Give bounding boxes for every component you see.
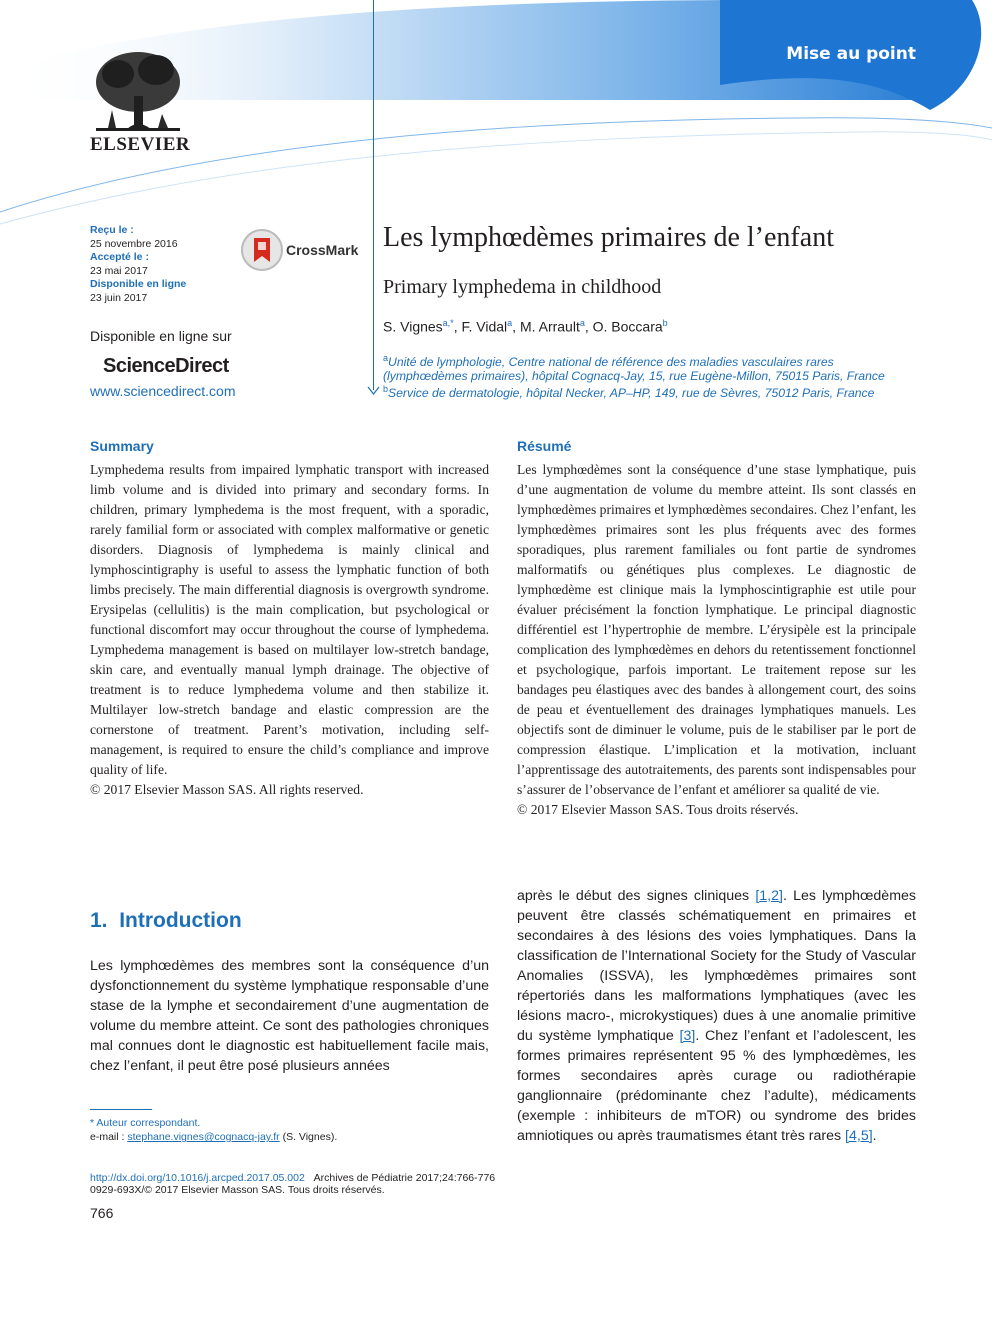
crossmark-icon[interactable] <box>240 228 284 272</box>
online-value: 23 juin 2017 <box>90 291 148 304</box>
summary-text: Lymphedema results from impaired lymphatic transport with increased limb volume and is divided into primary and secondary forms. In children, primary lymphedema is the most frequent, with a sporadic, rarely familial form or associated with complex malformative or genetic disorders. Diagnosis of lymphedema is mainly clinical and lymphoscintigraphy is useful to assess the lymphatic function of both limbs precisely. The main differential diagnosis is overgrowth syndrome. Erysipelas (cellulitis) is the main complication, but psychological or functional discomfort may occur throughout the course of lymphedema. Lymphedema management is based on multilayer low-stretch bandage, skin care, and eventually manual lymph drainage. The objective of treatment is to reduce lymphedema volume and then stabilize it. Multilayer low-stretch bandage and elastic compression are the cornerstone of treatment. Parent’s motivation, including self-management, is required to ensure the child’s compliance and improve quality of life. <box>90 462 489 777</box>
affiliation-a <box>383 353 834 369</box>
affiliation-b <box>383 384 874 400</box>
author-sep: , <box>453 318 462 335</box>
summary-copyright: © 2017 Elsevier Masson SAS. All rights reserved. <box>90 782 364 797</box>
available-online-label: Disponible en ligne sur <box>90 328 232 344</box>
accepted-value: 23 mai 2017 <box>90 264 148 277</box>
section-number: 1. <box>90 909 108 932</box>
text-run: . Chez l’enfant et l’adolescent, les formes primaires représentent 95 % des lymphœdèmes, les formes secondaires après curage ou radiothérapie ganglionnaire (prédominante chez l’adulte), médicaments (exemple : inhibiteurs de mTOR) ou syndrome des brides amniotiques ou après traumatismes étant très rares <box>517 1028 916 1144</box>
affiliation-sup: a <box>383 353 389 363</box>
divider-arrow-icon <box>367 386 380 396</box>
article-title: Les lymphœdèmes primaires de l’enfant <box>383 222 834 253</box>
introduction-paragraph-continued <box>517 886 916 1146</box>
author-name[interactable]: M. Arrault <box>519 318 580 335</box>
accepted-label: Accepté le : <box>90 251 149 263</box>
footer-issn: 0929-693X/© 2017 Elsevier Masson SAS. Tous droits réservés. <box>90 1184 385 1196</box>
online-label: Disponible en ligne <box>90 278 187 290</box>
resume-copyright: © 2017 Elsevier Masson SAS. Tous droits réservés. <box>517 802 799 817</box>
section-title: Introduction <box>119 909 242 932</box>
title-divider <box>373 0 374 390</box>
received-value: 25 novembre 2016 <box>90 237 178 250</box>
article-dates <box>90 224 186 305</box>
summary-heading: Summary <box>90 438 154 454</box>
resume-text: Les lymphœdèmes sont la conséquence d’une stase lymphatique, puis d’une augmentation de volume du membre atteint. Ils sont classés en lymphœdèmes primaires et lymphœdèmes secondaires. Chez l’enfant, les lymphœdèmes primaires sont les plus fréquents avec des formes sporadiques, plus rarement familiales ou font partie de syndromes malformatifs ou génétiques plus complexes. Le diagnostic de lymphœdème est clinique mais la lymphoscintigraphie est utile pour évaluer précisément la fonction lymphatique. Le principal diagnostic différentiel est l’hypertrophie de membre. L’érysipèle est la principale complication des lymphœdèmes en dehors du retentissement fonctionnel et psychologique, parfois important. Le traitement repose sur les bandages peu élastiques avec des bandes à allongement court, des soins de peau et éventuellement des drainages lymphatiques manuels. Les objectifs sont de diminuer le volume, puis de le stabiliser par le port de compression élastique. L’implication et la motivation, incluant l’apprentissage des autotraitements, des parents sont indispensables pour s’assurer de l’observance de l’enfant et améliorer sa qualité de vie. <box>517 462 917 797</box>
introduction-left-column <box>90 956 489 1076</box>
corresponding-author-note <box>90 1117 200 1129</box>
affiliation-line: Service de dermatologie, hôpital Necker, AP–HP, 149, rue de Sèvres, 75012 Paris, France <box>388 386 875 401</box>
email-label: e-mail : <box>90 1131 128 1143</box>
journal-citation: Archives de Pédiatrie 2017;24:766-776 <box>313 1172 496 1184</box>
author-sep: , <box>584 318 593 335</box>
resume-heading: Résumé <box>517 438 572 454</box>
email-suffix: (S. Vignes). <box>279 1131 338 1143</box>
text-run: . Les lymphœdèmes peuvent être classés schématiquement en primaires et secondaires à des lésions des voies lymphatiques. Dans la classification de l’International Society for the Study of Vascular Anomalies (ISSVA), les lymphœdèmes primaires sont répertoriés dans les malformations lymphatiques (avec les lésions macro-, microkystiques) dues à une anomalie primitive du système lymphatique <box>517 888 916 1044</box>
resume-abstract <box>517 460 916 820</box>
author-name[interactable]: F. Vidal <box>461 318 508 335</box>
corresponding-email <box>90 1131 337 1143</box>
elsevier-wordmark: ELSEVIER <box>90 134 191 155</box>
footer-citation <box>90 1172 495 1184</box>
introduction-paragraph: Les lymphœdèmes des membres sont la conséquence d’un dysfonctionnement du système lymphatique responsable d’une stase de la lymphe et secondairement d’une augmentation de volume du membre atteint. Ce sont des pathologies chroniques mal connues dont le diagnostic est habituellement facile mais, chez l’enfant, il peut être posé plusieurs années <box>90 958 489 1074</box>
text-run: après le début des signes cliniques <box>517 888 756 904</box>
page-number: 766 <box>90 1205 114 1221</box>
affiliation-a-line2: (lymphœdèmes primaires), hôpital Cognacq-Jay, 15, rue Eugène-Millon, 75015 Paris, France <box>383 369 885 383</box>
footnote-rule <box>90 1109 152 1110</box>
author-name[interactable]: S. Vignes <box>383 318 443 335</box>
summary-abstract <box>90 460 489 800</box>
author-sup[interactable]: b <box>662 318 668 328</box>
footnote-star: * Auteur correspondant. <box>90 1117 201 1129</box>
crossmark-label[interactable]: CrossMark <box>286 242 359 258</box>
author-sup[interactable]: a <box>507 318 513 328</box>
author-list <box>383 318 668 335</box>
article-subtitle: Primary lymphedema in childhood <box>383 276 662 298</box>
sciencedirect-logo[interactable]: ScienceDirect <box>103 355 229 377</box>
affiliation-sup: b <box>383 384 389 394</box>
introduction-heading <box>90 909 242 933</box>
received-label: Reçu le : <box>90 224 134 236</box>
text-run: . <box>872 1128 877 1144</box>
affiliation-line: Unité de lymphologie, Centre national de référence des maladies vasculaires rares <box>388 355 834 370</box>
citation-link[interactable]: [4,5] <box>845 1128 873 1144</box>
introduction-right-column <box>517 886 916 1146</box>
section-label: Mise au point <box>786 44 916 64</box>
doi-link[interactable]: http://dx.doi.org/10.1016/j.arcped.2017.05.002 <box>90 1172 305 1184</box>
author-sup[interactable]: a <box>579 318 585 328</box>
email-link[interactable]: stephane.vignes@cognacq-jay.fr <box>127 1131 280 1143</box>
author-name[interactable]: O. Boccara <box>592 318 663 335</box>
author-sep: , <box>512 318 520 335</box>
sciencedirect-link[interactable]: www.sciencedirect.com <box>90 383 236 399</box>
citation-link[interactable]: [3] <box>679 1028 696 1044</box>
citation-link[interactable]: [1,2] <box>755 888 783 904</box>
author-sup[interactable]: a,* <box>442 318 454 328</box>
